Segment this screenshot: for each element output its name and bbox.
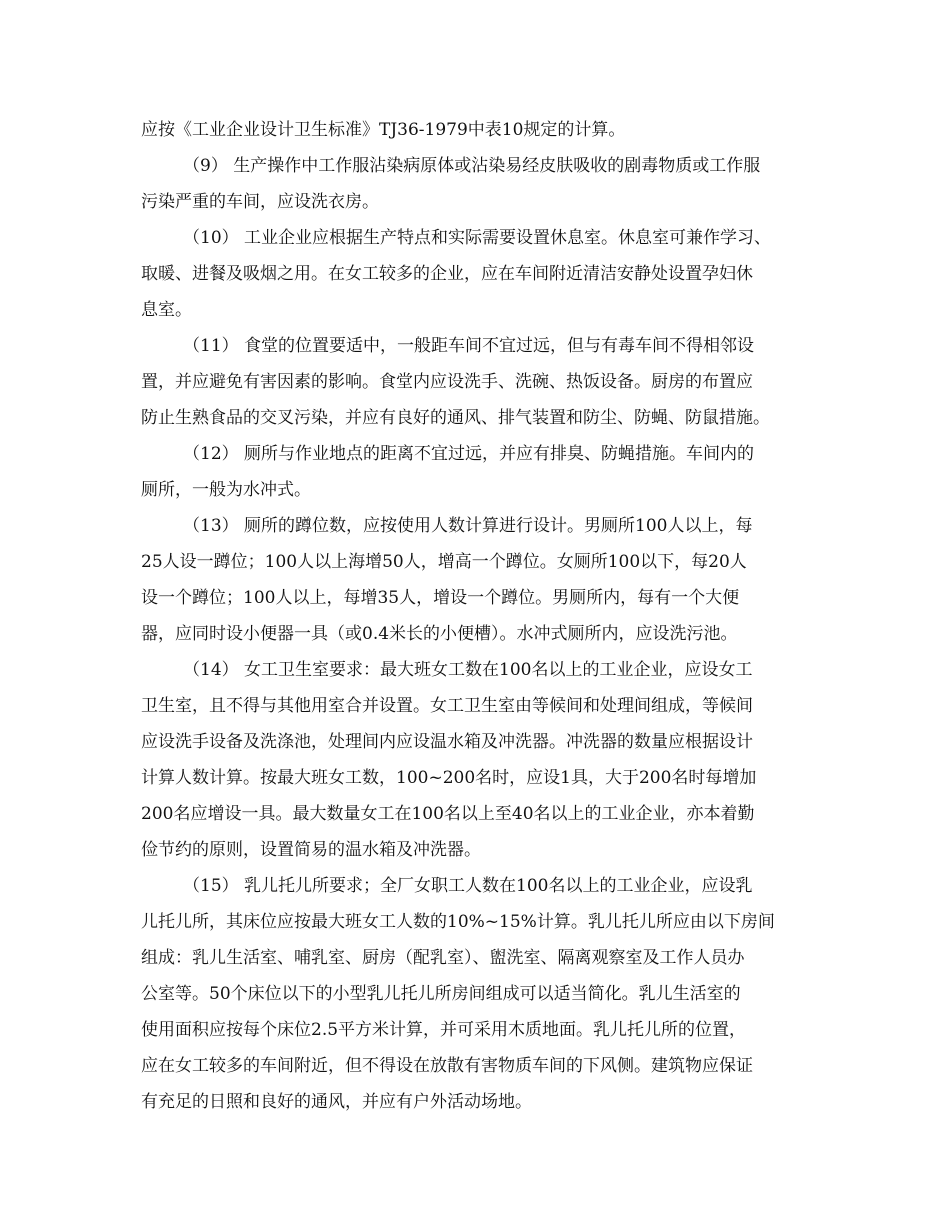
document-body [141, 112, 813, 1120]
paragraph-13-line: （13） 厕所的蹲位数，应按使用人数计算进行设计。男厕所100人以上，每 [183, 516, 753, 536]
text-line: 置，并应避免有害因素的影响。食堂内应设洗手、洗碗、热饭设备。厨房的布置应 [141, 372, 753, 392]
text-line: 应设洗手设备及洗涤池，处理间内应设温水箱及冲洗器。冲洗器的数量应根据设计 [141, 732, 753, 752]
paragraph-12-line: （12） 厕所与作业地点的距离不宜过远，并应有排臭、防蝇措施。车间内的 [183, 444, 755, 464]
text-line: 防止生熟食品的交叉污染，并应有良好的通风、排气装置和防尘、防蝇、防鼠措施。 [141, 408, 770, 428]
text-line: 息室。 [141, 300, 192, 320]
text-line: 应按《工业企业设计卫生标准》TJ36-1979中表10规定的计算。 [141, 120, 626, 140]
paragraph-10-line: （10） 工业企业应根据生产特点和实际需要设置休息室。休息室可兼作学习、 [183, 228, 772, 248]
text-line: 卫生室，且不得与其他用室合并设置。女工卫生室由等候间和处理间组成，等候间 [141, 696, 753, 716]
text-line: 计算人数计算。按最大班女工数，100~200名时，应设1具，大于200名时每增加 [141, 768, 757, 788]
paragraph-9-line: （9） 生产操作中工作服沾染病原体或沾染易经皮肤吸收的剧毒物质或工作服 [183, 156, 761, 176]
text-line: 公室等。50个床位以下的小型乳儿托儿所房间组成可以适当简化。乳儿生活室的 [141, 984, 741, 1004]
text-line: 应在女工较多的车间附近，但不得设在放散有害物质车间的下风侧。建筑物应保证 [141, 1056, 753, 1076]
text-line: 有充足的日照和良好的通风，并应有户外活动场地。 [141, 1092, 532, 1112]
paragraph-15-line: （15） 乳儿托儿所要求；全厂女职工人数在100名以上的工业企业，应设乳 [183, 876, 753, 896]
text-line: 使用面积应按每个床位2.5平方米计算，并可采用木质地面。乳儿托儿所的位置， [141, 1020, 747, 1040]
text-line: 200名应增设一具。最大数量女工在100名以上至40名以上的工业企业，亦本着勤 [141, 804, 755, 824]
text-line: 污染严重的车间，应设洗衣房。 [141, 192, 379, 212]
paragraph-14-line: （14） 女工卫生室要求：最大班女工数在100名以上的工业企业，应设女工 [183, 660, 753, 680]
text-line: 组成：乳儿生活室、哺乳室、厨房（配乳室）、盥洗室、隔离观察室及工作人员办 [141, 948, 745, 968]
text-line: 取暖、进餐及吸烟之用。在女工较多的企业，应在车间附近清洁安静处设置孕妇休 [141, 264, 753, 284]
text-line: 器，应同时设小便器一具（或0.4米长的小便槽）。水冲式厕所内，应设洗污池。 [141, 624, 738, 644]
text-line: 厕所，一般为水冲式。 [141, 480, 311, 500]
text-line: 儿托儿所，其床位应按最大班女工人数的10%~15%计算。乳儿托儿所应由以下房间 [141, 912, 775, 932]
paragraph-11-line: （11） 食堂的位置要适中，一般距车间不宜过远，但与有毒车间不得相邻设 [183, 336, 755, 356]
text-line: 俭节约的原则，设置简易的温水箱及冲洗器。 [141, 840, 481, 860]
text-line: 设一个蹲位；100人以上，每增35人，增设一个蹲位。男厕所内，每有一个大便 [141, 588, 740, 608]
text-line: 25人设一蹲位；100人以上海增50人，增高一个蹲位。女厕所100以下，每20人 [141, 552, 747, 572]
